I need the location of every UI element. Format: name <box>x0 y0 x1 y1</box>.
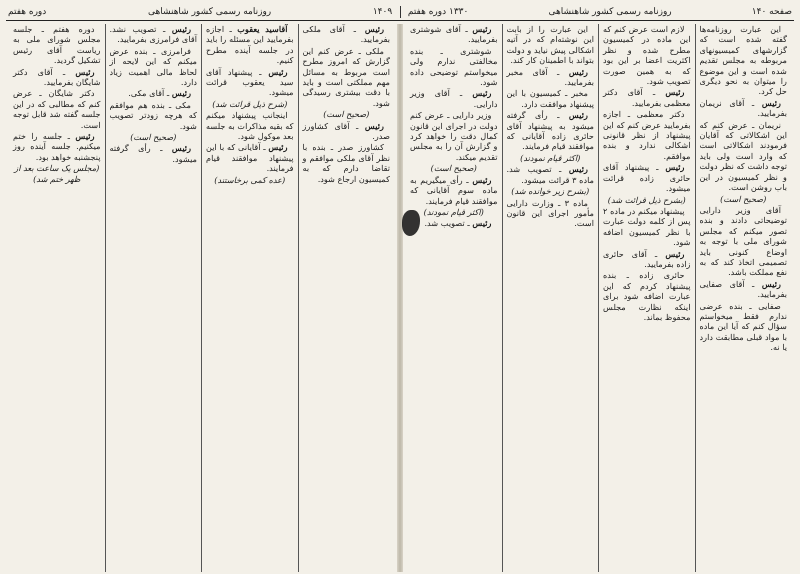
text-column <box>406 24 502 572</box>
paragraph-text: رأی میگیریم به ماده سوم آقایانی که موافقند قیام فرمایند. <box>410 174 498 206</box>
text-column <box>201 24 298 572</box>
paragraph-text: آقای ملکی بفرمایید. <box>302 24 391 45</box>
paragraph: (اکثر قیام نمودند) <box>520 152 581 163</box>
speaker-name: آقاسید یعقوب <box>237 24 288 34</box>
paragraph-text: فرامرزی ـ بنده عرض میکنم که این لایحه از لحاظ مالی اهمیت زیاد دارد. <box>109 45 198 88</box>
paragraph: (صحیح است) <box>323 109 370 120</box>
paragraph <box>603 24 691 86</box>
right-page-title: روزنامه رسمی کشور شاهنشاهی <box>548 7 672 17</box>
paragraph: (صحیح است) <box>130 132 177 143</box>
page-header <box>6 4 794 21</box>
speaker-name: رئیس <box>75 66 95 77</box>
paragraph-text: مکی ـ بنده هم موافقم که هرچه زودتر تصویب شود. <box>109 99 198 131</box>
paragraph-text: آقای صفایی بفرمایید. <box>699 278 787 300</box>
speaker-name: رئیس <box>268 142 288 153</box>
paragraph: آقاسید یعقوب ـ اجازه بفرمایید این مسئله را باید در جلسه آینده مطرح کنیم. <box>206 24 294 66</box>
paragraph: رئیس ـ آقای شوشتری بفرمایید. <box>410 24 498 45</box>
paragraph <box>13 88 101 130</box>
paragraph-text: تصویب نشد. آقای فرامرزی بفرمایید. <box>109 24 198 45</box>
paragraph-text: آقای دکتر معظمی بفرمایید. <box>603 87 691 108</box>
left-page <box>6 24 397 572</box>
paragraph: رئیس ـ تصویب شد. <box>424 218 492 229</box>
paragraph <box>603 109 691 161</box>
text-column <box>9 24 105 572</box>
right-page-date: ۱۳۳۰ دوره هفتم <box>407 7 469 17</box>
paragraph-text: شوشتری ـ بنده مخالفتی ندارم ولی میخواستم توضیحی داده شود. <box>410 45 498 88</box>
text-column <box>502 24 599 572</box>
paragraph-text: ملکی ـ عرض کنم این گزارش که امروز مطرح است مربوط به مسائل مهم مملکتی است و باید با دقت بیشتری رسیدگی شود. <box>302 45 391 108</box>
paragraph-text: وزیر دارایی ـ عرض کنم دولت در اجرای این قانون کمال دقت را خواهد کرد و گزارش آن را به مجلس تقدیم میکند. <box>410 110 498 162</box>
speaker-name: رئیس <box>761 278 781 289</box>
paragraph <box>507 88 595 109</box>
paragraph-text: آقای مخبر بفرمایید. <box>506 66 594 88</box>
right-page <box>403 24 794 572</box>
paragraph: رئیس ـ جلسه را ختم میکنیم. جلسه آینده روز پنجشنبه خواهد بود. <box>13 131 101 162</box>
paragraph: رئیس ـ آقایانی که با این پیشنهاد موافقند قیام فرمایند. <box>206 142 294 174</box>
paragraph-text: صفایی ـ بنده عرضی ندارم فقط میخواستم سؤال کنم که آیا این ماده با مواد قبلی مطابقت دارد یا نه. <box>699 300 787 353</box>
right-page-header <box>408 7 792 17</box>
paragraph-text: جلسه را ختم میکنیم. جلسه آینده روز پنجشنبه خواهد بود. <box>13 131 101 162</box>
paragraph-text: کشاورز صدر ـ بنده با نظر آقای ملکی موافقم و تقاضا دارم که به کمیسیون ارجاع شود. <box>302 142 391 184</box>
paragraph: رئیس ـ رأی میگیریم به ماده سوم آقایانی که موافقند قیام فرمایند. <box>410 174 498 206</box>
paragraph: (بشرح زیر خوانده شد) <box>511 186 590 197</box>
speaker-name: رئیس <box>665 87 685 98</box>
paragraph <box>410 46 498 88</box>
paragraph-text: مخبر ـ کمیسیون با این پیشنهاد موافقت دارد. <box>506 88 594 109</box>
paragraph: رئیس ـ آقای نریمان بفرمایید. <box>699 97 787 119</box>
paragraph: رئیس ـ پیشنهاد آقای حائری زاده قرائت میشود. <box>603 162 691 194</box>
paragraph-text: آقای مکی. <box>128 88 165 99</box>
paragraph <box>410 110 498 162</box>
paragraph: رئیس ـ آقای مکی. <box>128 88 192 99</box>
text-column <box>298 24 395 572</box>
paragraph: (صحیح است) <box>430 163 477 174</box>
speaker-name: رئیس <box>472 174 492 185</box>
page-spread <box>6 24 794 572</box>
paragraph-text: نریمان ـ عرض کنم که این اشکالاتی که آقایان فرمودند اشکالاتی است که وارد است ولی باید توجه داشت که نظر دولت و نظر کمیسیون در این باب روشن است. <box>699 119 787 193</box>
speaker-name: رئیس <box>171 143 192 154</box>
paragraph-text: حائری زاده ـ بنده پیشنهاد کردم که این عبارت اضافه شود برای اینکه نظارت مجلس محفوظ بماند. <box>603 270 691 322</box>
header-divider <box>400 6 401 18</box>
paragraph-text: این عبارت روزنامه‌ها گفته شده است که گزارشهای کمیسیونهای مربوطه به مجلس تقدیم شده است و این موضوع را میتوان به نحو دیگری حل کرد. <box>699 24 787 97</box>
paragraph-text: اجازه بفرمایید این مسئله را باید در جلسه آینده مطرح کنیم. <box>206 24 294 66</box>
paragraph-text: اینجانب پیشنهاد میکنم که بقیه مذاکرات به جلسه بعد موکول شود. <box>206 110 294 142</box>
speaker-name: رئیس <box>568 110 588 121</box>
paragraph <box>303 142 391 184</box>
paragraph <box>700 205 788 278</box>
paragraph <box>700 24 788 97</box>
paragraph-text: آقای حائری زاده بفرمایید. <box>603 248 691 269</box>
speaker-name: رئیس <box>364 120 385 131</box>
speaker-name: رئیس <box>472 88 492 99</box>
paragraph-text: آقای کشاورز صدر. <box>302 120 391 142</box>
paragraph <box>603 270 691 322</box>
paragraph <box>700 301 788 353</box>
speaker-name: رئیس <box>665 162 685 173</box>
left-page-header <box>8 7 392 17</box>
left-page-title: روزنامه رسمی کشور شاهنشاهی <box>147 7 272 17</box>
paragraph <box>110 100 198 131</box>
paragraph: رئیس ـ آقای ملکی بفرمایید. <box>302 24 391 45</box>
paragraph-text: رأی گرفته میشود به پیشنهاد آقای حائری زاده آقایانی که موافقند قیام فرمایند. <box>506 110 594 152</box>
speaker-name: رئیس <box>568 164 588 175</box>
paragraph: (شرح ذیل قرائت شد) <box>212 98 288 109</box>
paragraph-text: دکتر معظمی ـ اجازه بفرمایید عرض کنم که این پیشنهاد از نظر قانونی اشکالی ندارد و بنده موافقم. <box>603 109 691 161</box>
paragraph-text: تصویب شد. ماده ۳ قرائت میشود. <box>506 164 594 185</box>
paragraph: رئیس ـ رأی گرفته میشود. <box>109 143 198 164</box>
right-page-label: صفحه ۱۴۰ <box>751 7 792 17</box>
speaker-name: رئیس <box>364 24 385 34</box>
paragraph: رئیس ـ آقای دکتر شایگان بفرمایید. <box>13 66 101 88</box>
left-page-date: دوره هفتم <box>8 7 47 17</box>
paragraph-text: آقای دکتر شایگان بفرمایید. <box>13 66 101 88</box>
paragraph-text: پیشنهاد میکنم در ماده ۲ پس از کلمه دولت عبارت با نظر کمیسیون اضافه شود. <box>603 205 691 248</box>
paragraph-text: دوره هفتم ـ جلسه مجلس شورای ملی به ریاست آقای رئیس تشکیل گردید. <box>13 24 101 66</box>
text-column <box>105 24 202 572</box>
paragraph-text: پیشنهاد آقای حائری زاده قرائت میشود. <box>603 162 691 194</box>
paragraph <box>303 46 391 108</box>
paragraph: رئیس ـ آقای حائری زاده بفرمایید. <box>603 248 691 269</box>
paragraph: رئیس ـ رأی گرفته میشود به پیشنهاد آقای حائری زاده آقایانی که موافقند قیام فرمایند. <box>506 110 594 152</box>
speaker-name: رئیس <box>171 24 192 34</box>
speaker-name: رئیس <box>761 97 781 108</box>
paragraph <box>507 198 595 229</box>
paragraph-text: آقای وزیر دارایی. <box>410 88 498 109</box>
paragraph-text: تصویب شد. <box>424 218 465 229</box>
paragraph-text: رأی گرفته میشود. <box>109 143 198 164</box>
paragraph: (صحیح است) <box>720 193 767 204</box>
paragraph: رئیس ـ تصویب نشد. آقای فرامرزی بفرمایید. <box>109 24 198 45</box>
paragraph <box>13 24 101 66</box>
paragraph: رئیس ـ آقای کشاورز صدر. <box>302 120 391 142</box>
paragraph-text: آقای وزیر دارایی توضیحاتی دادند و بنده تصور میکنم که مجلس شورای ملی با توجه به اوضاع کنونی باید تصمیمی اتخاذ کند که به نفع مملکت باشد. <box>699 204 787 278</box>
paragraph <box>206 110 294 141</box>
speaker-name: رئیس <box>472 24 492 34</box>
paragraph-text: پیشنهاد آقای سید یعقوب قرائت میشود. <box>206 66 294 98</box>
paragraph-text: آقای شوشتری بفرمایید. <box>410 24 498 45</box>
paragraph <box>110 46 198 88</box>
paragraph-text: ماده ۳ ـ وزارت دارایی مأمور اجرای این قانون است. <box>506 197 594 229</box>
paragraph <box>603 206 691 248</box>
speaker-name: رئیس <box>665 248 685 259</box>
paragraph-text: دکتر شایگان ـ عرض کنم که مطالبی که در این جلسه گفته شد قابل توجه است. <box>13 88 101 130</box>
speaker-name: رئیس <box>472 218 492 229</box>
speaker-name: رئیس <box>568 66 588 77</box>
paragraph-text: آقای نریمان بفرمایید. <box>699 97 787 119</box>
paragraph-text: این عبارت را از بابت این نوشته‌ام که در آتیه اشکالی پیش نیاید و دولت بتواند با اطمینان کار کند. <box>506 24 594 66</box>
paragraph-text: آقایانی که با این پیشنهاد موافقند قیام فرمایند. <box>206 142 294 174</box>
text-column <box>695 24 792 572</box>
paragraph: (اکثر قیام نمودند) <box>423 206 484 217</box>
page-gutter <box>397 24 403 572</box>
paragraph <box>700 120 788 193</box>
paragraph-text: لازم است عرض کنم که این ماده در کمیسیون مطرح شده و نظر اکثریت اعضا بر این بود که به همین صورت تصویب شود. <box>603 24 691 87</box>
paragraph <box>507 24 595 66</box>
speaker-name: رئیس <box>75 131 95 142</box>
paragraph: رئیس ـ آقای مخبر بفرمایید. <box>506 66 594 88</box>
paragraph: رئیس ـ تصویب شد. ماده ۳ قرائت میشود. <box>506 164 594 185</box>
speaker-name: رئیس <box>171 88 192 99</box>
paragraph: رئیس ـ آقای وزیر دارایی. <box>410 88 498 109</box>
paragraph: رئیس ـ آقای صفایی بفرمایید. <box>699 278 787 300</box>
left-page-label: ۱۴۰۹ <box>372 7 393 17</box>
speaker-name: رئیس <box>268 66 288 77</box>
paragraph: (مجلس یک ساعت بعد از ظهر ختم شد) <box>14 163 100 184</box>
text-column <box>598 24 695 572</box>
paragraph: رئیس ـ پیشنهاد آقای سید یعقوب قرائت میشود. <box>206 66 294 98</box>
paragraph: (بشرح ذیل قرائت شد) <box>607 194 686 205</box>
paragraph: رئیس ـ آقای دکتر معظمی بفرمایید. <box>603 87 691 108</box>
paragraph: (عده کمی برخاستند) <box>214 174 286 185</box>
